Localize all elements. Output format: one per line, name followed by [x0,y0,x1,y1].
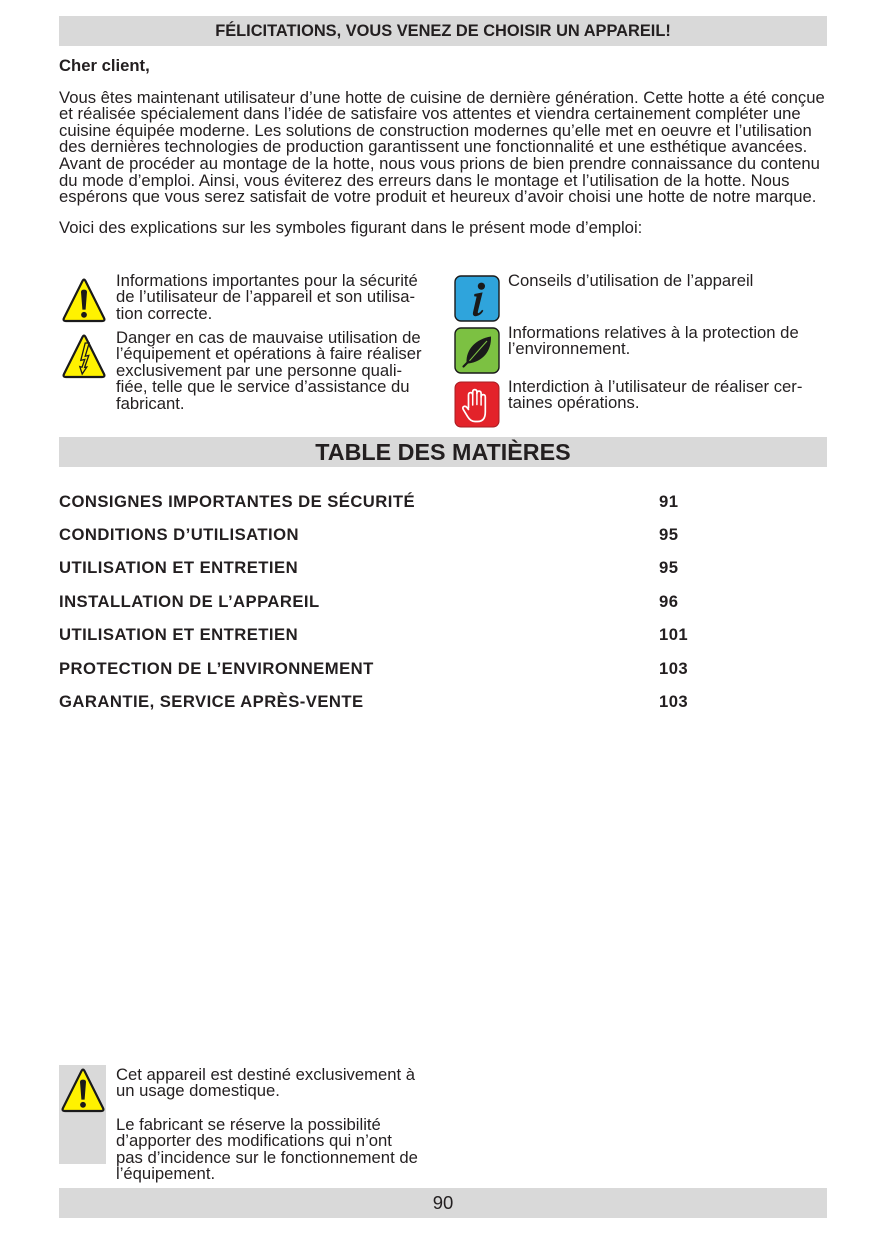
modification-note [116,1114,418,1184]
voltage-triangle-graphic [61,332,107,379]
symbol-safety-line: tion correcte. [116,303,213,323]
toc-banner [59,437,827,467]
symbol-tips-line: Conseils d’utilisation de l’appareil [508,270,754,290]
leaf-graphic [454,327,500,374]
toc-entry-page: 95 [659,558,679,578]
toc-entry [59,560,699,577]
toc-entry-label: CONSIGNES IMPORTANTES DE SÉCURITÉ [59,491,416,511]
toc-entry [59,691,699,711]
exclamation-dot [80,1102,86,1108]
welcome-title: FÉLICITATIONS, VOUS VENEZ DE CHOISIR UN APPAREIL! [215,22,671,40]
toc-entry-label: PROTECTION DE L’ENVIRONNEMENT [59,658,374,678]
toc-entry-label: UTILISATION ET ENTRETIEN [59,558,299,578]
intro-paragraph-line: du mode d’emploi. Ainsi, vous éviterez des erreurs dans le montage et l’utilisation de la hotte. Nous [59,170,790,190]
toc-entry-page: 103 [659,691,689,711]
toc-title: TABLE DES MATIÈRES [315,439,571,465]
symbol-prohibition-line: Interdiction à l’utilisateur de réaliser cer- [508,376,803,396]
toc-entry [59,591,699,611]
symbol-safety-text [116,270,418,323]
symbol-prohibition-line: taines opérations. [508,393,640,413]
toc-entry-page: 101 [659,625,689,645]
note-usage-line: un usage domestique. [116,1081,280,1101]
intro-paragraph-line: et réalisée spécialement dans l’idée de satisfaire vos attentes et viendra certainement compléter une [59,104,801,124]
symbol-danger-line: exclusivement par une personne quali- [116,360,403,380]
intro-paragraph-line: espérons que vous serez satisfait de votre produit et heureux d’avoir choisi une hotte de notre marque. [59,187,817,207]
toc-entry [59,658,699,678]
symbol-environment-text [508,322,799,359]
toc-entry-label: GARANTIE, SERVICE APRÈS-VENTE [59,691,364,711]
note-modification-line: l’équipement. [116,1164,216,1184]
toc-entry-page: 96 [659,591,679,611]
page-number: 90 [432,1192,454,1213]
intro-paragraph-line: Vous êtes maintenant utilisateur d’une hotte de cuisine de dernière génération. Cette hotte a été conçue [59,87,825,107]
symbol-environment-line: l’environnement. [508,339,631,359]
toc-entry [59,527,699,544]
exclamation-dot [81,312,87,318]
high-voltage-icon [61,332,107,379]
warning-icon [61,276,107,323]
toc-entry [59,491,699,511]
symbol-danger-line: l’équipement et opérations à faire réaliser [116,344,422,364]
symbol-safety-line: de l’utilisateur de l’appareil et son utilisa- [116,287,416,307]
symbol-danger-line: fiée, telle que le service d’assistance du [116,377,410,397]
info-graphic [454,275,500,322]
symbol-tips-text [508,270,754,290]
symbol-safety-line: Informations importantes pour la sécurité [116,270,418,290]
page-number-banner [59,1188,827,1218]
stop-hand-graphic [454,381,500,428]
greeting: Cher client, [59,55,150,75]
warning-icon [60,1066,106,1113]
stop-hand-icon [454,381,500,428]
note-icon-box [59,1065,106,1164]
intro-paragraph [59,87,825,207]
toc-entry [59,627,699,644]
note-usage-line: Cet appareil est destiné exclusivement à [116,1064,416,1084]
welcome-banner [59,16,827,46]
toc-entry-label: CONDITIONS D’UTILISATION [59,525,299,544]
symbol-prohibition-text [508,376,803,413]
note-modification-line: pas d’incidence sur le fonctionnement de [116,1147,418,1167]
intro-paragraph-line: des dernières technologies de production garantissent une fonctionnalité et une esthétique avancées. [59,137,808,157]
symbol-danger-line: Danger en cas de mauvaise utilisation de [116,327,421,347]
toc-entry-label: INSTALLATION DE L’APPAREIL [59,591,320,611]
warning-triangle-graphic [61,276,107,323]
note-modification-line: d’apporter des modifications qui n’ont [116,1131,392,1151]
symbol-danger-text [116,327,422,414]
toc-entry-page: 91 [659,491,679,511]
toc-entry-page: 95 [659,525,679,544]
symbols-intro: Voici des explications sur les symboles figurant dans le présent mode d’emploi: [59,217,643,237]
intro-paragraph-line: Avant de procéder au montage de la hotte, nous vous prions de bien prendre connaissance du contenu [59,154,820,174]
info-dot [478,282,485,289]
toc-entry-label: UTILISATION ET ENTRETIEN [59,625,299,645]
domestic-use-note [116,1064,416,1101]
toc-entry-page: 103 [659,658,689,678]
symbol-danger-line: fabricant. [116,394,185,414]
note-modification-line: Le fabricant se réserve la possibilité [116,1114,381,1134]
symbol-environment-line: Informations relatives à la protection de [508,322,799,342]
info-icon [454,275,500,322]
leaf-icon [454,327,500,374]
warning-triangle-graphic [60,1066,106,1113]
intro-paragraph-line: cuisine équipée moderne. Les solutions de construction modernes qu’elle met en oeuvre et l’utilisation [59,120,812,140]
